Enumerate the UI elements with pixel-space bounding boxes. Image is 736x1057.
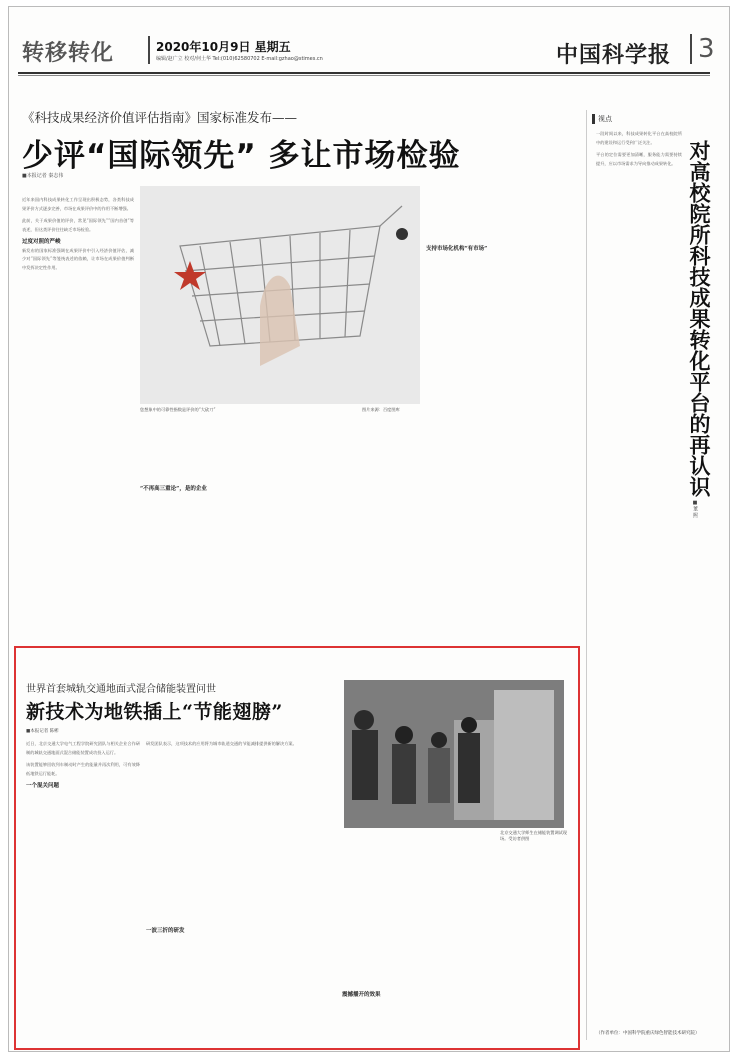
- issue-date: 2020年10月9日 星期五: [156, 40, 291, 54]
- page-number: 3: [690, 34, 715, 64]
- lead-headline: 少评“国际领先” 多让市场检验: [22, 138, 461, 174]
- feature-column-4: [456, 838, 566, 1038]
- lead-column-3: [282, 418, 420, 636]
- viewpoint-tag: 视点: [592, 114, 612, 124]
- editor-credits: 编辑/赵广立 校对/何土华 Tel:(010)62580702 E-mail:gzhao@stimes.cn: [156, 56, 323, 62]
- feature-paragraph: 该装置能够回收列车制动时产生的能量并再次利用，可有效降低地铁运行能耗。: [26, 762, 140, 776]
- feature-byline: ■本报记者 陈彬: [26, 729, 59, 734]
- section-title: 转移转化: [22, 41, 115, 66]
- feature-photo-caption: 北京交通大学师生在储能装置调试现场。受访者供图: [500, 830, 568, 841]
- feature-subhead: 一波三折的研发: [146, 928, 185, 934]
- viewpoint-column-1: [596, 130, 682, 650]
- feature-headline: 新技术为地铁插上“节能翅膀”: [26, 701, 283, 723]
- feature-paragraph: 近日，北京交通大学电气工程学院研究团队与相关企业合作研制的城轨交通地面式混合储能装置成功投入运行。: [26, 741, 140, 755]
- viewpoint-column-2: [596, 660, 714, 1020]
- viewpoint-author: ■董 熙: [692, 500, 698, 518]
- column-divider: [586, 110, 587, 1040]
- viewpoint-paragraph: 平台的定位需要更加清晰，服务能力需要持续提升，应以市场需求为导向推动成果转化。: [596, 152, 682, 166]
- feature-kicker: 世界首套城轨交通地面式混合储能装置问世: [26, 684, 216, 695]
- feature-column-3: [342, 838, 450, 1038]
- lead-column-4: [426, 196, 576, 636]
- lead-paragraph: 新发布的国家标准强调在成果评价中引入经济价值评估，减少对“国际领先”等笼统表述的依赖，让市场在成果价值判断中发挥决定性作用。: [22, 247, 134, 270]
- header-rule: [18, 72, 710, 74]
- lead-kicker: 《科技成果经济价值评估指南》国家标准发布——: [22, 110, 298, 125]
- header-rule-thin: [18, 75, 710, 76]
- lead-paragraph: 近年来国内科技成果转化工作呈现出积极态势，各类科技成果评价方式逐步完善，市场在成果评价中的作用不断增强。: [22, 197, 134, 211]
- feature-subhead: 震撼播开的效果: [342, 992, 381, 998]
- lead-column-1: [22, 196, 134, 636]
- feature-column-1: [26, 740, 140, 1040]
- header-divider: [148, 36, 150, 64]
- lead-subhead: “不再高三重论”，是的企业: [140, 486, 207, 492]
- cart-illustration: [140, 186, 420, 404]
- viewpoint-source: （作者单位：中国科学院重庆绿色智能技术研究院）: [596, 1031, 700, 1036]
- lead-paragraph: 此前，关于成果价值的评价，常见“国际领先”“国内首创”等表述，但这类评价往往缺乏市场检验。: [22, 218, 134, 232]
- lead-photo-caption: 您想象中的可靠性指数是评价的“大砍刀”: [140, 407, 216, 412]
- masthead: 中国科学报: [556, 42, 672, 68]
- viewpoint-paragraph: 一段时间以来，科技成果转化平台在高校院所中的建设和运行受到广泛关注。: [596, 131, 682, 145]
- lead-photo-credit: 图片来源：百度图库: [362, 407, 400, 412]
- engineers-photo: [344, 680, 564, 828]
- lead-byline: ■本报记者 秦志伟: [22, 173, 64, 179]
- feature-subhead: 一个混关问题: [26, 783, 60, 789]
- lead-subhead: 支持市场化机构“有市场”: [426, 246, 488, 252]
- feature-paragraph: 研发团队表示，这项技术的应用将为城市轨道交通的节能减排提供新的解决方案。: [146, 741, 297, 746]
- lead-column-2: [140, 418, 276, 636]
- feature-column-2: [146, 740, 336, 1040]
- viewpoint-title: 对高校院所科技成果转化平台的再认识: [687, 140, 712, 497]
- shopping-cart-photo: [140, 186, 420, 404]
- lead-subhead: 过度对照的严峻: [22, 239, 61, 245]
- photo-illustration: [344, 680, 564, 828]
